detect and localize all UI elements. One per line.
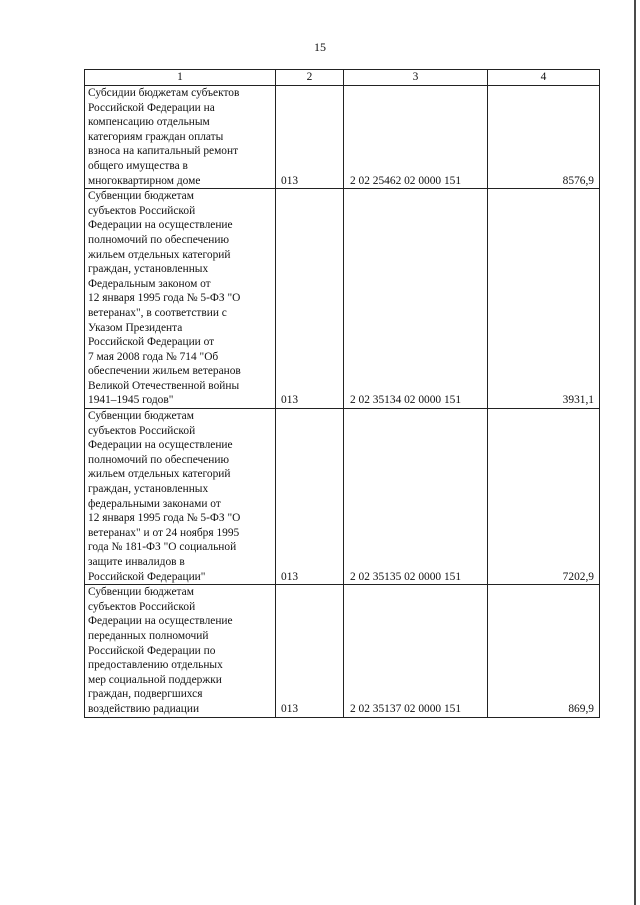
row-name-cell: Субсидии бюджетам субъектов Российской Федерации на компенсацию отдельным категориям граждан оплаты взноса на капитальный ремонт общего имущества в многоквартирном доме — [85, 86, 276, 189]
row-amount-cell: 7202,9 — [488, 409, 600, 585]
row-name-cell: Субвенции бюджетам субъектов Российской Федерации на осуществление полномочий по обеспечению жильем отдельных категорий граждан, установленных федеральными законами от 12 января 1995 года № 5-ФЗ "О ветеранах" и от 24 ноября 1995 года № 181-ФЗ "О социальной защите инвалидов в Российской Федерации" — [85, 409, 276, 585]
row-kbk-cell: 2 02 35137 02 0000 151 — [344, 585, 488, 717]
row-name-cell: Субвенции бюджетам субъектов Российской Федерации на осуществление переданных полномочий Российской Федерации по предоставлению отдельных мер социальной поддержки граждан, подвергшихся воздействию радиации — [85, 585, 276, 717]
page-number: 15 — [314, 40, 326, 54]
row-admin-code-cell: 013 — [276, 189, 344, 409]
row-kbk-cell: 2 02 35134 02 0000 151 — [344, 189, 488, 409]
budget-table — [84, 69, 600, 718]
row-admin-code-cell: 013 — [276, 86, 344, 189]
column-header-2: 2 — [276, 70, 344, 86]
table-row — [85, 189, 600, 409]
table-row — [85, 585, 600, 717]
row-admin-code-cell: 013 — [276, 585, 344, 717]
row-amount-cell: 8576,9 — [488, 86, 600, 189]
table-row — [85, 409, 600, 585]
row-kbk-cell: 2 02 35135 02 0000 151 — [344, 409, 488, 585]
column-header-3: 3 — [344, 70, 488, 86]
table-header-row — [85, 70, 600, 86]
table-row — [85, 86, 600, 189]
row-amount-cell: 3931,1 — [488, 189, 600, 409]
row-admin-code-cell: 013 — [276, 409, 344, 585]
column-header-1: 1 — [85, 70, 276, 86]
row-amount-cell: 869,9 — [488, 585, 600, 717]
row-kbk-cell: 2 02 25462 02 0000 151 — [344, 86, 488, 189]
column-header-4: 4 — [488, 70, 600, 86]
row-name-cell: Субвенции бюджетам субъектов Российской Федерации на осуществление полномочий по обеспечению жильем отдельных категорий граждан, установленных Федеральным законом от 12 января 1995 года № 5-ФЗ "О ветеранах", в соответствии с Указом Президента Российской Федерации от 7 мая 2008 года № 714 "Об обеспечении жильем ветеранов Великой Отечественной войны 1941–1945 годов" — [85, 189, 276, 409]
scan-edge-line — [634, 0, 636, 905]
